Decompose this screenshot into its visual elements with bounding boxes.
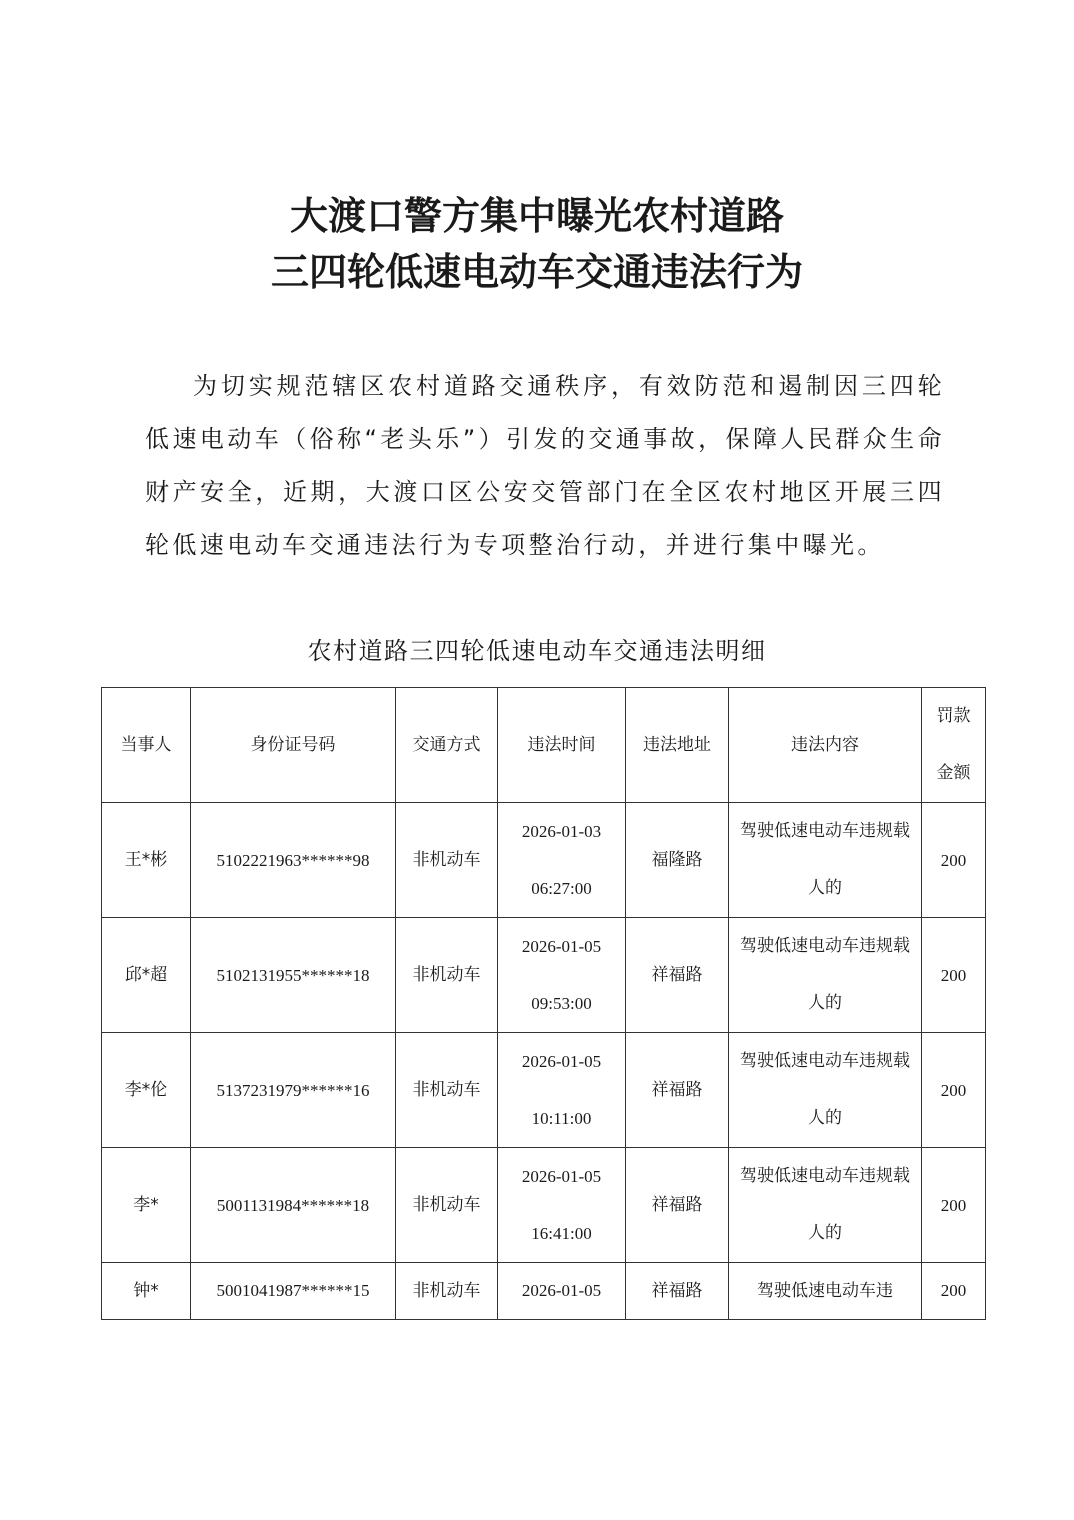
header-fine-label: 罚款金额 — [936, 706, 971, 783]
cell-content-text: 驾驶低速电动车违规载人的 — [740, 936, 910, 1013]
cell-time — [498, 803, 626, 918]
cell-id-number: 5102131955******18 — [191, 918, 396, 1033]
cell-party: 李* — [102, 1148, 191, 1263]
cell-content-text: 驾驶低速电动车违规载人的 — [740, 1166, 910, 1243]
cell-location: 祥福路 — [626, 1148, 729, 1263]
cell-time — [498, 918, 626, 1033]
violations-table — [101, 687, 986, 1320]
cell-fine: 200 — [922, 1148, 986, 1263]
cell-content — [729, 803, 922, 918]
cell-time — [498, 1033, 626, 1148]
cell-fine: 200 — [922, 1263, 986, 1320]
table-row — [102, 1148, 986, 1263]
table-row — [102, 1263, 986, 1320]
cell-fine: 200 — [922, 1033, 986, 1148]
cell-clock: 16:41:00 — [531, 1224, 592, 1243]
header-content: 违法内容 — [729, 688, 922, 803]
cell-party: 李*伦 — [102, 1033, 191, 1148]
cell-party: 钟* — [102, 1263, 191, 1320]
cell-location: 祥福路 — [626, 1033, 729, 1148]
cell-id-number: 5001041987******15 — [191, 1263, 396, 1320]
intro-paragraph: 为切实规范辖区农村道路交通秩序，有效防范和遏制因三四轮低速电动车（俗称“老头乐”）引发的交通事故，保障人民群众生命财产安全，近期，大渡口区公安交管部门在全区农村地区开展三四轮低速电动车交通违法行为专项整治行动，并进行集中曝光。 — [145, 372, 945, 559]
title-line-1: 大渡口警方集中曝光农村道路 — [289, 193, 784, 238]
title-line-2: 三四轮低速电动车交通违法行为 — [270, 249, 803, 294]
table-row — [102, 1033, 986, 1148]
cell-content — [729, 1033, 922, 1148]
table-header-row — [102, 688, 986, 803]
table-row — [102, 803, 986, 918]
cell-content — [729, 918, 922, 1033]
cell-id-number: 5137231979******16 — [191, 1033, 396, 1148]
cell-fine: 200 — [922, 803, 986, 918]
header-time: 违法时间 — [498, 688, 626, 803]
cell-time — [498, 1148, 626, 1263]
cell-id-number: 5001131984******18 — [191, 1148, 396, 1263]
cell-clock: 09:53:00 — [531, 994, 592, 1013]
cell-vehicle: 非机动车 — [396, 1033, 498, 1148]
cell-id-number: 5102221963******98 — [191, 803, 396, 918]
cell-vehicle: 非机动车 — [396, 1263, 498, 1320]
header-party: 当事人 — [102, 688, 191, 803]
cell-content-text: 驾驶低速电动车违规载人的 — [740, 821, 910, 898]
cell-location: 福隆路 — [626, 803, 729, 918]
header-location: 违法地址 — [626, 688, 729, 803]
cell-clock: 06:27:00 — [531, 879, 592, 898]
cell-vehicle: 非机动车 — [396, 803, 498, 918]
cell-date: 2026-01-05 — [521, 1281, 602, 1300]
header-id-number: 身份证号码 — [191, 688, 396, 803]
table-row — [102, 918, 986, 1033]
cell-date: 2026-01-05 — [521, 937, 602, 956]
cell-time — [498, 1263, 626, 1320]
cell-location: 祥福路 — [626, 918, 729, 1033]
cell-location: 祥福路 — [626, 1263, 729, 1320]
document-title — [0, 188, 1074, 300]
cell-date: 2026-01-05 — [521, 1167, 602, 1186]
cell-fine: 200 — [922, 918, 986, 1033]
cell-content-text: 驾驶低速电动车违规载人的 — [740, 1051, 910, 1128]
cell-party: 王*彬 — [102, 803, 191, 918]
header-fine — [922, 688, 986, 803]
header-vehicle: 交通方式 — [396, 688, 498, 803]
cell-content — [729, 1148, 922, 1263]
cell-vehicle: 非机动车 — [396, 918, 498, 1033]
cell-vehicle: 非机动车 — [396, 1148, 498, 1263]
cell-content: 驾驶低速电动车违 — [729, 1263, 922, 1320]
cell-date: 2026-01-05 — [521, 1052, 602, 1071]
table-title: 农村道路三四轮低速电动车交通违法明细 — [307, 637, 767, 665]
cell-clock: 10:11:00 — [531, 1109, 592, 1128]
cell-party: 邱*超 — [102, 918, 191, 1033]
cell-date: 2026-01-03 — [521, 822, 602, 841]
